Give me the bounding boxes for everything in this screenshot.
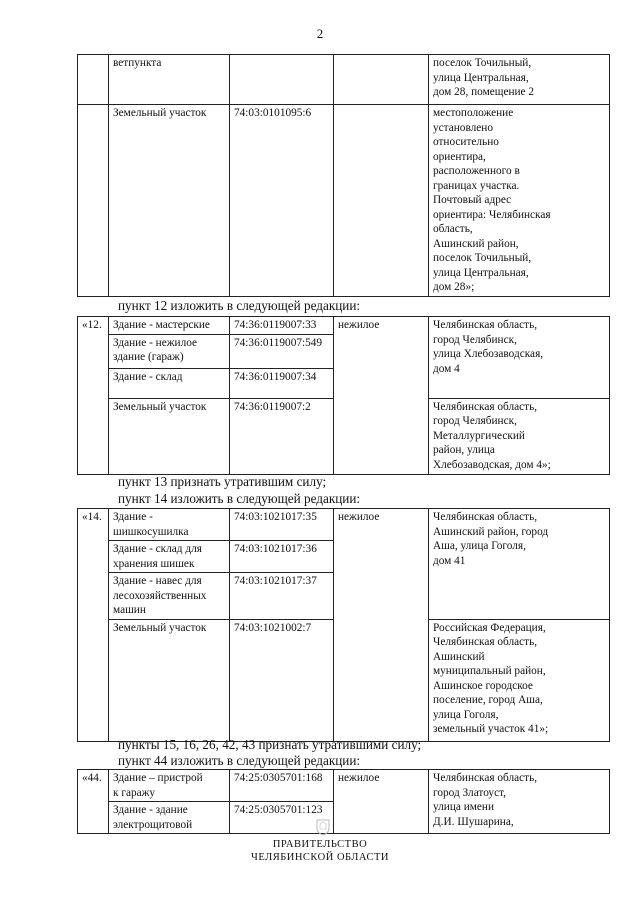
cell-object-name: Здание – пристрой к гаражу bbox=[109, 770, 230, 802]
cell-cadastral bbox=[230, 55, 334, 105]
cell-address: Российская Федерация, Челябинская область, Ашинский муниципальный район, Ашинское городское поселение, город Аша, улица Гоголя, земельный участок 41»; bbox=[429, 619, 610, 741]
cell-cadastral: 74:03:1021017:36 bbox=[230, 541, 334, 573]
cell-num: «12. bbox=[78, 317, 109, 475]
cell-cadastral: 74:36:0119007:549 bbox=[230, 334, 334, 368]
cell-address: Челябинская область, город Златоуст, улица имени Д.И. Шушарина, bbox=[429, 770, 610, 834]
cell-cadastral: 74:03:1021017:35 bbox=[230, 509, 334, 541]
footer-org-line-1: ПРАВИТЕЛЬСТВО bbox=[272, 839, 368, 850]
table-continuation bbox=[77, 54, 610, 297]
cell-type bbox=[334, 55, 429, 105]
cell-object-name: Здание - шишкосушилка bbox=[109, 509, 230, 541]
cell-object-name: Земельный участок bbox=[109, 105, 230, 297]
cell-object-name: Земельный участок bbox=[109, 398, 230, 474]
cell-object-name: Здание - склад bbox=[109, 368, 230, 398]
cell-cadastral: 74:36:0119007:34 bbox=[230, 368, 334, 398]
cell-cadastral: 74:25:0305701:123 bbox=[230, 802, 334, 834]
page-number: 2 bbox=[316, 26, 324, 41]
cell-object-name: Здание - мастерские bbox=[109, 317, 230, 335]
table-row bbox=[78, 770, 610, 802]
table-row bbox=[78, 317, 610, 335]
cell-cadastral: 74:03:0101095:6 bbox=[230, 105, 334, 297]
instruction-item-44: пункт 44 изложить в следующей редакции: bbox=[118, 753, 361, 768]
cell-num bbox=[78, 105, 109, 297]
cell-address: поселок Точильный, улица Центральная, дом 28, помещение 2 bbox=[429, 55, 610, 105]
coat-of-arms-icon bbox=[315, 818, 331, 836]
cell-cadastral: 74:25:0305701:168 bbox=[230, 770, 334, 802]
instruction-item-12: пункт 12 изложить в следующей редакции: bbox=[118, 298, 361, 313]
cell-address: Челябинская область, Ашинский район, город Аша, улица Гоголя, дом 41 bbox=[429, 509, 610, 620]
cell-num: «14. bbox=[78, 509, 109, 742]
cell-cadastral: 74:36:0119007:2 bbox=[230, 398, 334, 474]
cell-address: Челябинская область, город Челябинск, улица Хлебозаводская, дом 4 bbox=[429, 317, 610, 399]
cell-cadastral: 74:03:1021002:7 bbox=[230, 619, 334, 741]
table-row bbox=[78, 509, 610, 541]
cell-type: нежилое bbox=[334, 317, 429, 475]
cell-num bbox=[78, 55, 109, 105]
cell-object-name: Здание - склад для хранения шишек bbox=[109, 541, 230, 573]
cell-cadastral: 74:03:1021017:37 bbox=[230, 573, 334, 620]
cell-address: местоположение установлено относительно ориентира, расположенного в границах участка. Почтовый адрес ориентира: Челябинская область, Ашинский район, поселок Точильный, улица Центральная, дом 28»; bbox=[429, 105, 610, 297]
instruction-item-14: пункт 14 изложить в следующей редакции: bbox=[118, 491, 361, 506]
instruction-items-15-43: пункты 15, 16, 26, 42, 43 признать утратившими силу; bbox=[118, 737, 422, 752]
table-item-12 bbox=[77, 316, 610, 475]
table-item-14 bbox=[77, 508, 610, 742]
cell-object-name: Земельный участок bbox=[109, 619, 230, 741]
cell-num: «44. bbox=[78, 770, 109, 834]
cell-type: нежилое bbox=[334, 770, 429, 834]
footer-org-line-2: ЧЕЛЯБИНСКОЙ ОБЛАСТИ bbox=[251, 852, 389, 863]
cell-cadastral: 74:36:0119007:33 bbox=[230, 317, 334, 335]
cell-object-name: Здание - здание электрощитовой bbox=[109, 802, 230, 834]
cell-type: нежилое bbox=[334, 509, 429, 742]
table-row bbox=[78, 55, 610, 105]
cell-object-name: Здание - навес для лесохозяйственных машин bbox=[109, 573, 230, 620]
cell-object-name: Здание - нежилое здание (гараж) bbox=[109, 334, 230, 368]
instruction-item-13: пункт 13 признать утратившим силу; bbox=[118, 474, 327, 489]
table-item-44 bbox=[77, 769, 610, 834]
table-row bbox=[78, 105, 610, 297]
cell-address: Челябинская область, город Челябинск, Металлургический район, улица Хлебозаводская, дом 4»; bbox=[429, 398, 610, 474]
cell-type bbox=[334, 105, 429, 297]
cell-object-name: ветпункта bbox=[109, 55, 230, 105]
